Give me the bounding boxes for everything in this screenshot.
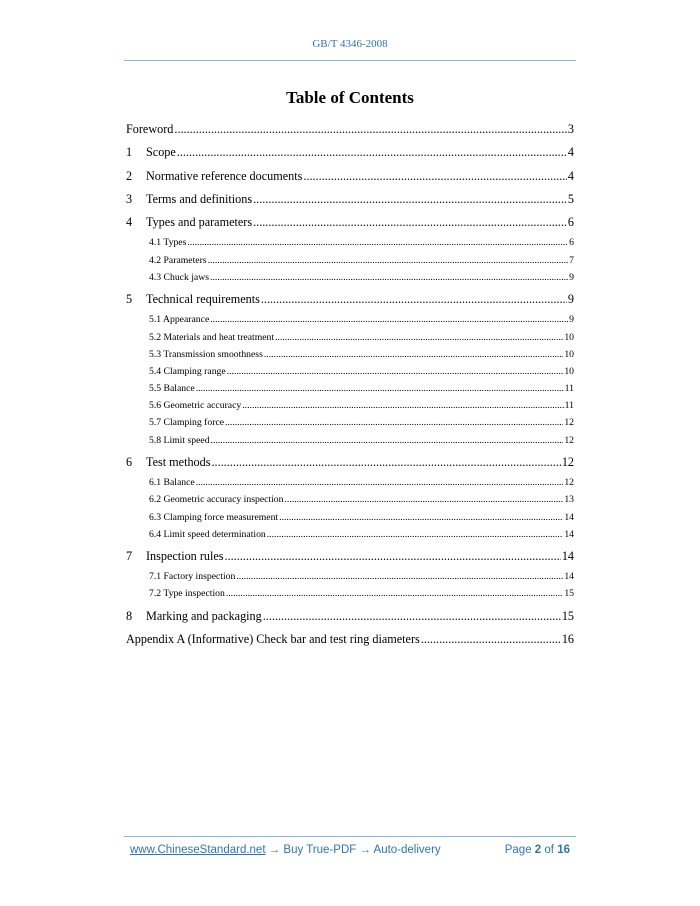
dot-leader [177, 141, 567, 164]
toc-entry-label: 5.5 Balance [149, 383, 195, 395]
toc-entry-label: Marking and packaging [146, 608, 262, 623]
toc-entry-number: 1 [126, 145, 133, 160]
toc-entry-page: 12 [564, 434, 574, 446]
toc-entry-label: 7.1 Factory inspection [149, 571, 236, 583]
toc-subentry[interactable] [126, 526, 574, 543]
dot-leader [225, 414, 563, 431]
toc-entry-page: 14 [564, 511, 574, 523]
toc-entry-label: Normative reference documents [146, 168, 303, 183]
toc-entry-label: Types and parameters [146, 215, 253, 230]
dot-leader [236, 568, 563, 585]
toc-entry-page: 9 [569, 314, 574, 326]
toc-entry-label: Scope [146, 145, 176, 160]
footer [130, 844, 570, 856]
toc-entry-page: 14 [564, 528, 574, 540]
toc-entry-label: 6.4 Limit speed determination [149, 528, 266, 540]
toc-entry-page: 16 [561, 631, 574, 646]
page-title: Table of Contents [286, 88, 414, 107]
toc-entry[interactable] [126, 288, 574, 311]
dot-leader [303, 165, 567, 188]
toc-entry-page: 10 [564, 348, 574, 360]
dot-leader [242, 397, 563, 414]
toc-entry-number: 2 [126, 168, 133, 183]
toc-entry-page: 11 [564, 400, 574, 412]
toc-entry-label: 5.4 Clamping range [149, 365, 226, 377]
dot-leader [196, 474, 564, 491]
toc-entry-number: 4 [126, 215, 133, 230]
header-divider [124, 60, 576, 61]
dot-leader [264, 346, 563, 363]
toc-entry-page: 14 [561, 548, 574, 563]
dot-leader [225, 545, 561, 568]
toc-entry-page: 9 [567, 292, 574, 307]
toc-entry-label: 5.2 Materials and heat treatment [149, 331, 275, 343]
toc-subentry[interactable] [126, 363, 574, 380]
dot-leader [267, 526, 564, 543]
toc-entry-number: 3 [126, 191, 133, 206]
toc-entry-label: 7.2 Type inspection [149, 588, 225, 600]
page-indicator [505, 844, 570, 856]
dot-leader [211, 432, 564, 449]
page-word: Page [504, 844, 532, 856]
toc-subentry[interactable] [126, 414, 574, 431]
toc-entry-label: 5.8 Limit speed [149, 434, 210, 446]
dot-leader [253, 211, 567, 234]
toc-subentry[interactable] [126, 252, 574, 269]
toc-entry[interactable] [126, 211, 574, 234]
toc-entry-label: 5.6 Geometric accuracy [149, 400, 242, 412]
page-total: 16 [557, 844, 570, 856]
toc-entry[interactable] [126, 188, 574, 211]
dot-leader [227, 363, 564, 380]
toc-subentry[interactable] [126, 509, 574, 526]
toc-entry-page: 6 [569, 237, 574, 249]
dot-leader [208, 252, 569, 269]
toc-entry-page: 13 [564, 494, 574, 506]
toc-subentry[interactable] [126, 585, 574, 602]
toc-entry-page: 12 [564, 477, 574, 489]
toc-entry-label: Inspection rules [146, 548, 224, 563]
toc-entry-page: 14 [564, 571, 574, 583]
toc-entry-page: 4 [567, 145, 574, 160]
toc-entry-label: Terms and definitions [146, 191, 253, 206]
toc-entry-label: 6.1 Balance [149, 477, 195, 489]
toc-entry-label: Foreword [126, 122, 174, 136]
document-code-header: GB/T 4346-2008 [312, 38, 388, 50]
website-link[interactable]: www.ChineseStandard.net [130, 844, 266, 856]
toc-entry-page: 7 [569, 254, 574, 266]
toc-entry[interactable] [126, 118, 574, 141]
toc-entry-page: 15 [564, 588, 574, 600]
toc-entry-page: 15 [561, 608, 574, 623]
toc-entry[interactable] [126, 141, 574, 164]
dot-leader [210, 311, 568, 328]
page-current: 2 [534, 844, 542, 856]
toc-entry-page: 12 [564, 417, 574, 429]
dot-leader [263, 605, 561, 628]
toc-entry-number: 5 [126, 292, 133, 307]
dot-leader [174, 118, 567, 141]
toc-entry-label: 6.3 Clamping force measurement [149, 511, 279, 523]
dot-leader [196, 380, 564, 397]
dot-leader [187, 234, 568, 251]
toc-entry-label: 5.7 Clamping force [149, 417, 225, 429]
toc-subentry[interactable] [126, 311, 574, 328]
toc-subentry[interactable] [126, 380, 574, 397]
toc-entry-label: 5.3 Transmission smoothness [149, 348, 263, 360]
dot-leader [210, 269, 568, 286]
toc-entry-label: 5.1 Appearance [149, 314, 210, 326]
toc-entry-page: 5 [567, 191, 574, 206]
footer-promo-text: → Buy True-PDF → Auto-delivery [265, 844, 441, 856]
toc-subentry[interactable] [126, 397, 574, 414]
toc-entry-page: 12 [561, 454, 574, 469]
toc-entry-label: 4.1 Types [149, 237, 187, 249]
dot-leader [285, 491, 564, 508]
toc-subentry[interactable] [126, 269, 574, 286]
toc-entry[interactable] [126, 545, 574, 568]
toc-entry-label: Test methods [146, 454, 211, 469]
footer-divider [124, 836, 576, 837]
toc-entry[interactable] [126, 628, 574, 651]
toc-entry-number: 6 [126, 454, 133, 469]
toc-entry-page: 4 [567, 168, 574, 183]
dot-leader [211, 451, 560, 474]
toc-subentry[interactable] [126, 234, 574, 251]
dot-leader [421, 628, 561, 651]
dot-leader [279, 509, 563, 526]
toc-entry-label: 6.2 Geometric accuracy inspection [149, 494, 284, 506]
toc-entry-label: Appendix A (Informative) Check bar and test ring diameters [126, 631, 420, 646]
dot-leader [261, 288, 567, 311]
toc-subentry[interactable] [126, 329, 574, 346]
toc-entry-label: 4.3 Chuck jaws [149, 271, 210, 283]
toc-entry-label: Technical requirements [146, 292, 260, 307]
toc-entry-page: 11 [564, 383, 574, 395]
toc-subentry[interactable] [126, 432, 574, 449]
toc-entry-page: 6 [567, 215, 574, 230]
page-of: of [544, 844, 554, 856]
toc-entry-number: 8 [126, 608, 133, 623]
toc-entry[interactable] [126, 605, 574, 628]
toc-subentry[interactable] [126, 491, 574, 508]
toc-entry[interactable] [126, 165, 574, 188]
table-of-contents [126, 118, 574, 651]
toc-entry-page: 9 [569, 271, 574, 283]
dot-leader [226, 585, 563, 602]
toc-entry-number: 7 [126, 548, 133, 563]
dot-leader [275, 329, 563, 346]
toc-subentry[interactable] [126, 474, 574, 491]
toc-entry-page: 10 [564, 331, 574, 343]
toc-subentry[interactable] [126, 346, 574, 363]
toc-entry-page: 3 [567, 122, 574, 136]
dot-leader [253, 188, 567, 211]
toc-subentry[interactable] [126, 568, 574, 585]
toc-entry-label: 4.2 Parameters [149, 254, 207, 266]
toc-entry[interactable] [126, 451, 574, 474]
toc-entry-page: 10 [564, 365, 574, 377]
